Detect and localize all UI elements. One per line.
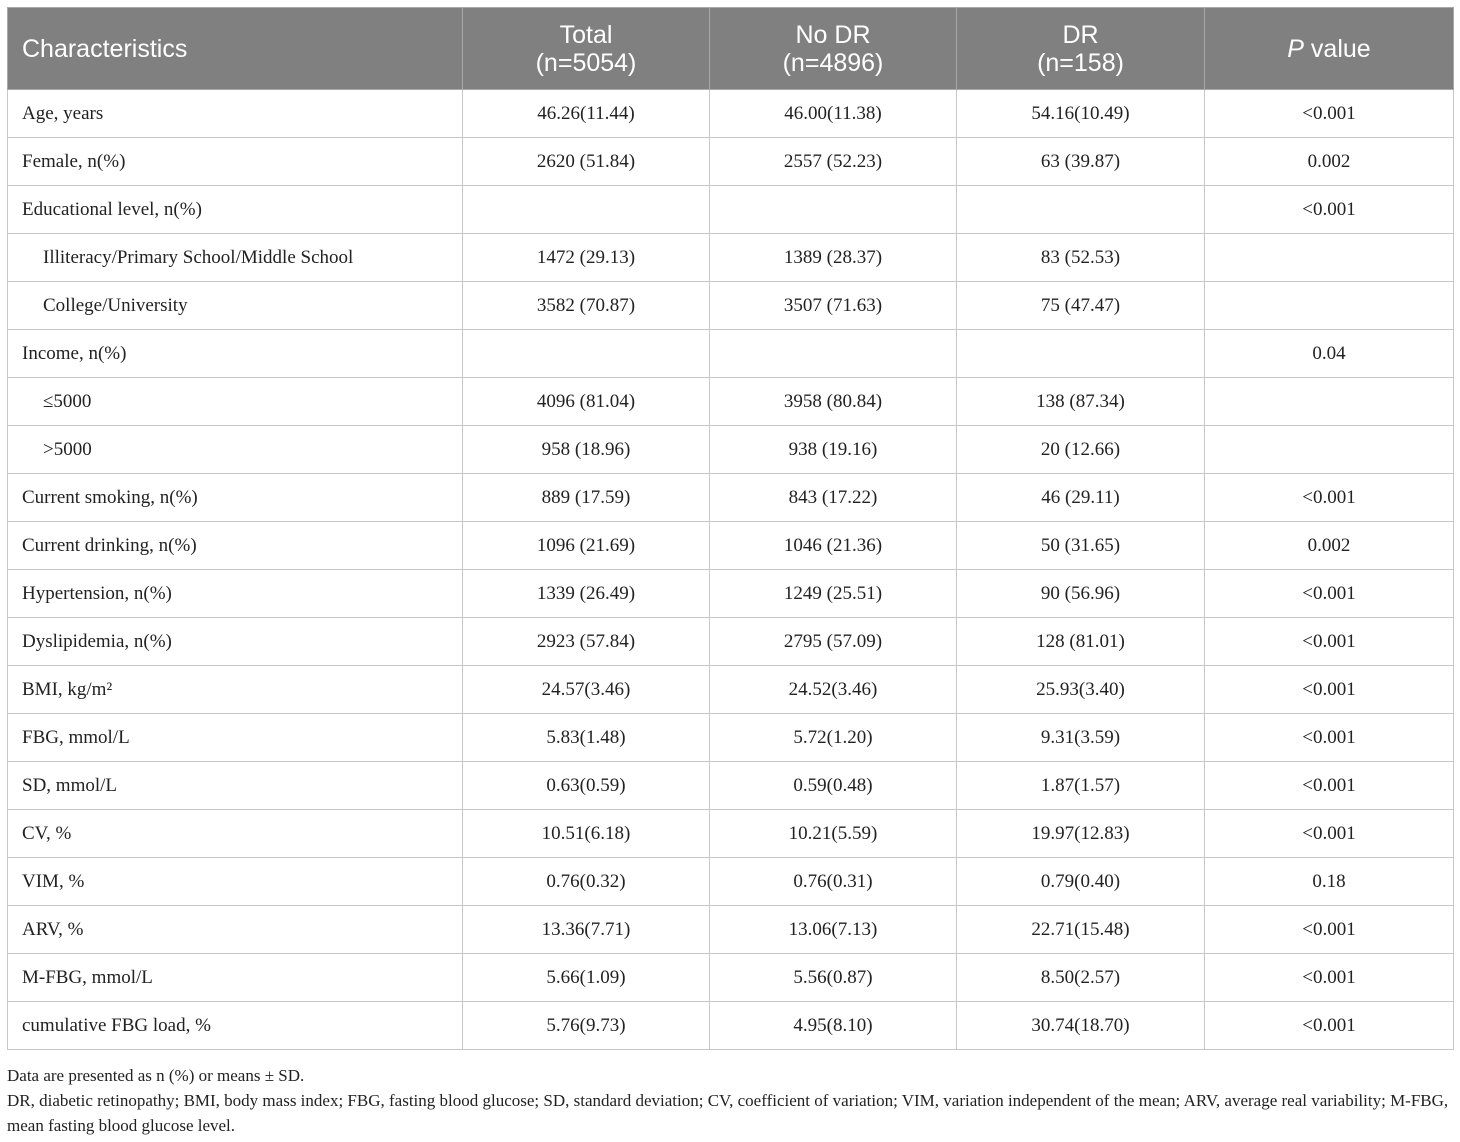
cell-dr: 19.97(12.83)	[957, 810, 1205, 858]
row-label: VIM, %	[8, 858, 463, 906]
cell-no-dr: 46.00(11.38)	[710, 90, 957, 138]
table-row	[8, 666, 1454, 714]
cell-dr	[957, 330, 1205, 378]
cell-dr: 0.79(0.40)	[957, 858, 1205, 906]
cell-dr: 54.16(10.49)	[957, 90, 1205, 138]
table-row	[8, 810, 1454, 858]
table-header	[8, 8, 1454, 90]
cell-no-dr: 2795 (57.09)	[710, 618, 957, 666]
cell-total: 5.83(1.48)	[463, 714, 710, 762]
cell-no-dr	[710, 330, 957, 378]
cell-no-dr: 1046 (21.36)	[710, 522, 957, 570]
cell-total: 5.66(1.09)	[463, 954, 710, 1002]
header-dr	[957, 8, 1205, 90]
row-label: BMI, kg/m²	[8, 666, 463, 714]
cell-p-value: <0.001	[1205, 954, 1454, 1002]
cell-p-value: 0.002	[1205, 138, 1454, 186]
cell-total: 1472 (29.13)	[463, 234, 710, 282]
table-row	[8, 330, 1454, 378]
cell-dr	[957, 186, 1205, 234]
cell-dr: 1.87(1.57)	[957, 762, 1205, 810]
cell-no-dr: 1249 (25.51)	[710, 570, 957, 618]
header-total	[463, 8, 710, 90]
cell-total	[463, 330, 710, 378]
table-footnotes	[7, 1063, 1453, 1138]
cell-total: 958 (18.96)	[463, 426, 710, 474]
cell-no-dr: 10.21(5.59)	[710, 810, 957, 858]
cell-dr: 90 (56.96)	[957, 570, 1205, 618]
table-row	[8, 906, 1454, 954]
table-row	[8, 186, 1454, 234]
table-body	[8, 90, 1454, 1050]
table-row	[8, 234, 1454, 282]
cell-no-dr: 1389 (28.37)	[710, 234, 957, 282]
cell-dr: 83 (52.53)	[957, 234, 1205, 282]
cell-total: 0.63(0.59)	[463, 762, 710, 810]
row-label: SD, mmol/L	[8, 762, 463, 810]
cell-total: 46.26(11.44)	[463, 90, 710, 138]
table-row	[8, 762, 1454, 810]
cell-total: 3582 (70.87)	[463, 282, 710, 330]
row-label: M-FBG, mmol/L	[8, 954, 463, 1002]
cell-total: 24.57(3.46)	[463, 666, 710, 714]
cell-dr: 25.93(3.40)	[957, 666, 1205, 714]
cell-p-value: <0.001	[1205, 906, 1454, 954]
header-no-dr-label: No DR	[795, 20, 871, 49]
header-dr-label: DR	[1062, 20, 1099, 49]
header-p-rest: value	[1303, 34, 1371, 63]
table-row	[8, 426, 1454, 474]
cell-total: 2923 (57.84)	[463, 618, 710, 666]
cell-dr: 46 (29.11)	[957, 474, 1205, 522]
table-container	[7, 7, 1453, 1050]
cell-no-dr: 13.06(7.13)	[710, 906, 957, 954]
header-no-dr-count: (n=4896)	[782, 48, 884, 77]
cell-total: 13.36(7.71)	[463, 906, 710, 954]
table-row	[8, 474, 1454, 522]
table-row	[8, 522, 1454, 570]
cell-total: 10.51(6.18)	[463, 810, 710, 858]
table-row	[8, 378, 1454, 426]
characteristics-table	[7, 7, 1454, 1050]
table-row	[8, 618, 1454, 666]
cell-total: 2620 (51.84)	[463, 138, 710, 186]
row-label: Current drinking, n(%)	[8, 522, 463, 570]
cell-no-dr: 24.52(3.46)	[710, 666, 957, 714]
header-dr-count: (n=158)	[1037, 48, 1124, 77]
cell-dr: 138 (87.34)	[957, 378, 1205, 426]
cell-p-value	[1205, 426, 1454, 474]
row-label: CV, %	[8, 810, 463, 858]
table-row	[8, 570, 1454, 618]
cell-dr: 63 (39.87)	[957, 138, 1205, 186]
row-label: College/University	[8, 282, 463, 330]
table-row	[8, 138, 1454, 186]
row-label: Female, n(%)	[8, 138, 463, 186]
cell-total: 4096 (81.04)	[463, 378, 710, 426]
cell-p-value: <0.001	[1205, 618, 1454, 666]
cell-no-dr: 3958 (80.84)	[710, 378, 957, 426]
cell-dr: 30.74(18.70)	[957, 1002, 1205, 1050]
cell-total: 889 (17.59)	[463, 474, 710, 522]
cell-p-value: 0.04	[1205, 330, 1454, 378]
cell-total: 1339 (26.49)	[463, 570, 710, 618]
cell-dr: 128 (81.01)	[957, 618, 1205, 666]
table-row	[8, 1002, 1454, 1050]
cell-p-value: 0.18	[1205, 858, 1454, 906]
cell-no-dr: 0.59(0.48)	[710, 762, 957, 810]
cell-dr: 20 (12.66)	[957, 426, 1205, 474]
header-total-label: Total	[559, 20, 613, 49]
row-label: Current smoking, n(%)	[8, 474, 463, 522]
cell-no-dr: 4.95(8.10)	[710, 1002, 957, 1050]
cell-dr: 75 (47.47)	[957, 282, 1205, 330]
cell-p-value: <0.001	[1205, 90, 1454, 138]
table-row	[8, 282, 1454, 330]
cell-p-value	[1205, 282, 1454, 330]
cell-no-dr: 5.72(1.20)	[710, 714, 957, 762]
cell-total: 1096 (21.69)	[463, 522, 710, 570]
cell-dr: 9.31(3.59)	[957, 714, 1205, 762]
cell-no-dr: 0.76(0.31)	[710, 858, 957, 906]
row-label: ≤5000	[8, 378, 463, 426]
cell-p-value: <0.001	[1205, 570, 1454, 618]
cell-p-value	[1205, 378, 1454, 426]
cell-p-value: <0.001	[1205, 186, 1454, 234]
header-characteristics-label: Characteristics	[22, 34, 188, 63]
cell-total: 5.76(9.73)	[463, 1002, 710, 1050]
cell-dr: 8.50(2.57)	[957, 954, 1205, 1002]
table-row	[8, 858, 1454, 906]
row-label: Income, n(%)	[8, 330, 463, 378]
header-row	[8, 8, 1454, 90]
footnote-data-presentation: Data are presented as n (%) or means ± SD.	[7, 1066, 305, 1085]
cell-total: 0.76(0.32)	[463, 858, 710, 906]
row-label: FBG, mmol/L	[8, 714, 463, 762]
cell-no-dr	[710, 186, 957, 234]
cell-dr: 50 (31.65)	[957, 522, 1205, 570]
cell-no-dr: 3507 (71.63)	[710, 282, 957, 330]
row-label: Hypertension, n(%)	[8, 570, 463, 618]
row-label: Dyslipidemia, n(%)	[8, 618, 463, 666]
header-total-count: (n=5054)	[535, 48, 637, 77]
row-label: Educational level, n(%)	[8, 186, 463, 234]
cell-total	[463, 186, 710, 234]
cell-no-dr: 843 (17.22)	[710, 474, 957, 522]
cell-no-dr: 5.56(0.87)	[710, 954, 957, 1002]
row-label: Age, years	[8, 90, 463, 138]
footnote-abbreviations: DR, diabetic retinopathy; BMI, body mass index; FBG, fasting blood glucose; SD, standard deviation; CV, coefficient of variation; VIM, variation independent of the mean; ARV, average real variability; M-FBG, mean fasting blood glucose level.	[7, 1091, 1449, 1135]
cell-p-value: <0.001	[1205, 762, 1454, 810]
header-no-dr	[710, 8, 957, 90]
row-label: cumulative FBG load, %	[8, 1002, 463, 1050]
table-row	[8, 90, 1454, 138]
cell-p-value: <0.001	[1205, 474, 1454, 522]
cell-p-value: <0.001	[1205, 1002, 1454, 1050]
cell-no-dr: 938 (19.16)	[710, 426, 957, 474]
row-label: ARV, %	[8, 906, 463, 954]
header-p-italic: P	[1287, 34, 1304, 63]
cell-no-dr: 2557 (52.23)	[710, 138, 957, 186]
cell-p-value: <0.001	[1205, 810, 1454, 858]
cell-p-value: <0.001	[1205, 714, 1454, 762]
table-row	[8, 714, 1454, 762]
cell-dr: 22.71(15.48)	[957, 906, 1205, 954]
table-row	[8, 954, 1454, 1002]
cell-p-value	[1205, 234, 1454, 282]
header-p-value	[1205, 8, 1454, 90]
row-label: >5000	[8, 426, 463, 474]
header-characteristics	[8, 8, 463, 90]
cell-p-value: <0.001	[1205, 666, 1454, 714]
row-label: Illiteracy/Primary School/Middle School	[8, 234, 463, 282]
cell-p-value: 0.002	[1205, 522, 1454, 570]
